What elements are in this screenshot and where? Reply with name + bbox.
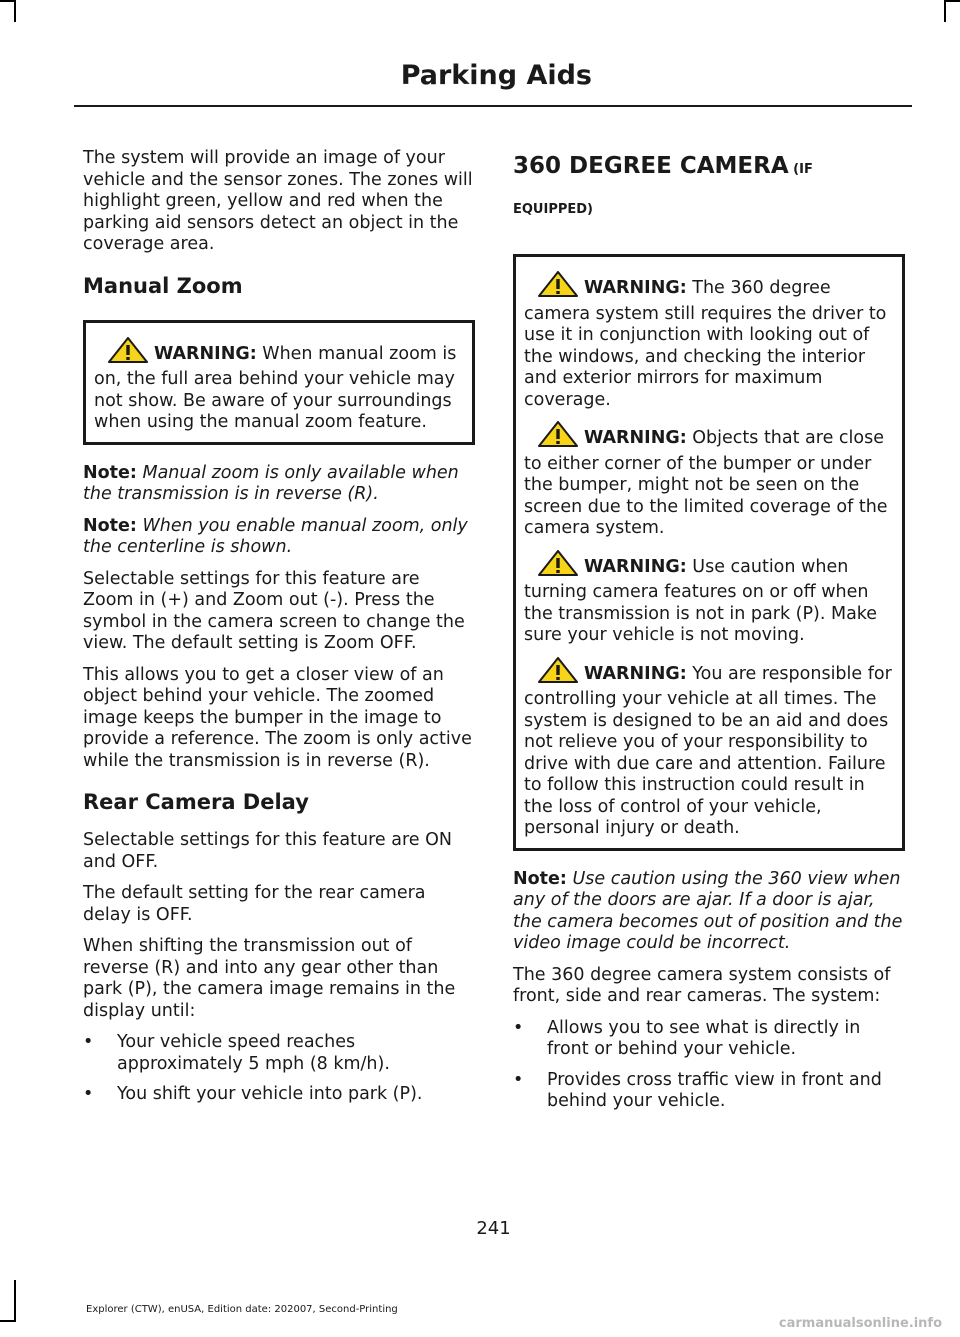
list-item: • Provides cross traffic view in front and behind your vehicle. [513,1070,905,1113]
note-label: Note: [513,868,567,889]
note-label: Note: [83,462,137,483]
camera-warning-box [513,254,905,851]
warning-paragraph [524,421,894,540]
bullet-list [83,1032,475,1106]
warning-text: The 360 degree camera system still requires the driver to use it in conjunction with looking out of the windows, and checking the interior and exterior mirrors for maximum coverage. [524,278,887,410]
page-title: Parking Aids [400,60,592,91]
note-paragraph [513,869,905,955]
manual-zoom-warning-box [83,320,475,445]
note-text: When you enable manual zoom, only the centerline is shown. [83,515,468,557]
warning-triangle-icon [108,337,148,370]
warning-label: WARNING: [584,663,687,684]
warning-text: You are responsible for controlling your vehicle at all times. The system is designed to be an aid and does not relieve you of your responsibility to drive with due care and attention. Failure to follow this instruction could result in the loss of control of your vehicle, personal injury or death. [524,663,892,838]
section-heading-text: 360 DEGREE CAMERA [513,153,789,179]
manual-zoom-heading: Manual Zoom [83,273,243,298]
note-paragraph [83,516,475,559]
header-rule [74,105,912,107]
body-paragraph: The default setting for the rear camera delay is OFF. [83,883,426,925]
intro-paragraph: The system will provide an image of your vehicle and the sensor zones. The zones will highlight green, yellow and red when the parking aid sensors detect an object in the coverage area. [83,148,473,254]
warning-triangle-icon [538,657,578,690]
warning-triangle-icon [538,271,578,304]
bullet-list [513,1018,905,1113]
body-paragraph: Selectable settings for this feature are Zoom in (+) and Zoom out (-). Press the symbol in the camera screen to change the view. The default setting is Zoom OFF. [83,568,465,653]
section-heading [513,148,905,228]
warning-text: Use caution when turning camera features on or off when the transmission is not in park (P). Make sure your vehicle is not moving. [524,556,878,645]
crop-mark [0,1320,16,1322]
section-heading-qualifier: EQUIPPED) [513,202,593,217]
crop-mark [944,0,946,22]
watermark: carmanualsonline.info [778,1316,942,1331]
warning-paragraph [94,337,464,434]
warning-text: Objects that are close to either corner of the bumper or under the bumper, might not be seen on the screen due to the limited coverage of the camera system. [524,428,888,538]
page-number: 241 [476,1218,511,1239]
body-paragraph: This allows you to get a closer view of an object behind your vehicle. The zoomed image keeps the bumper in the image to provide a reference. The zoom is only active while the transmission is in reverse (R). [83,664,472,771]
list-item: • You shift your vehicle into park (P). [83,1084,475,1106]
warning-paragraph [524,657,894,840]
crop-mark [946,0,960,2]
footer-edition-info: Explorer (CTW), enUSA, Edition date: 202007, Second-Printing [86,1304,398,1315]
warning-triangle-icon [538,550,578,583]
note-text: Manual zoom is only available when the transmission is in reverse (R). [83,462,459,504]
note-paragraph [83,463,475,506]
warning-label: WARNING: [584,556,687,577]
warning-triangle-icon [538,421,578,454]
warning-text: When manual zoom is on, the full area behind your vehicle may not show. Be aware of your surroundings when using the manual zoom feature. [94,343,457,432]
crop-mark [14,1280,16,1322]
warning-paragraph [524,271,894,411]
list-item: • Your vehicle speed reaches approximately 5 mph (8 km/h). [83,1032,475,1075]
body-paragraph: Selectable settings for this feature are ON and OFF. [83,830,452,872]
list-item: • Allows you to see what is directly in front or behind your vehicle. [513,1018,905,1061]
rear-camera-delay-heading: Rear Camera Delay [83,790,309,814]
warning-label: WARNING: [584,428,687,448]
note-label: Note: [83,515,137,536]
warning-label: WARNING: [154,343,257,364]
body-paragraph: When shifting the transmission out of reverse (R) and into any gear other than park (P), the camera image remains in the display until: [83,936,456,1021]
body-paragraph: The 360 degree camera system consists of front, side and rear cameras. The system: [513,964,891,1006]
note-text: Use caution using the 360 view when any of the doors are ajar. If a door is ajar, the camera becomes out of position and the video image could be incorrect. [513,868,903,953]
right-column [513,148,905,1122]
warning-paragraph [524,550,894,647]
section-heading-qualifier: (IF [788,162,813,177]
left-column [83,148,475,1115]
crop-mark [0,0,14,2]
crop-mark [14,0,16,22]
warning-label: WARNING: [584,278,687,298]
